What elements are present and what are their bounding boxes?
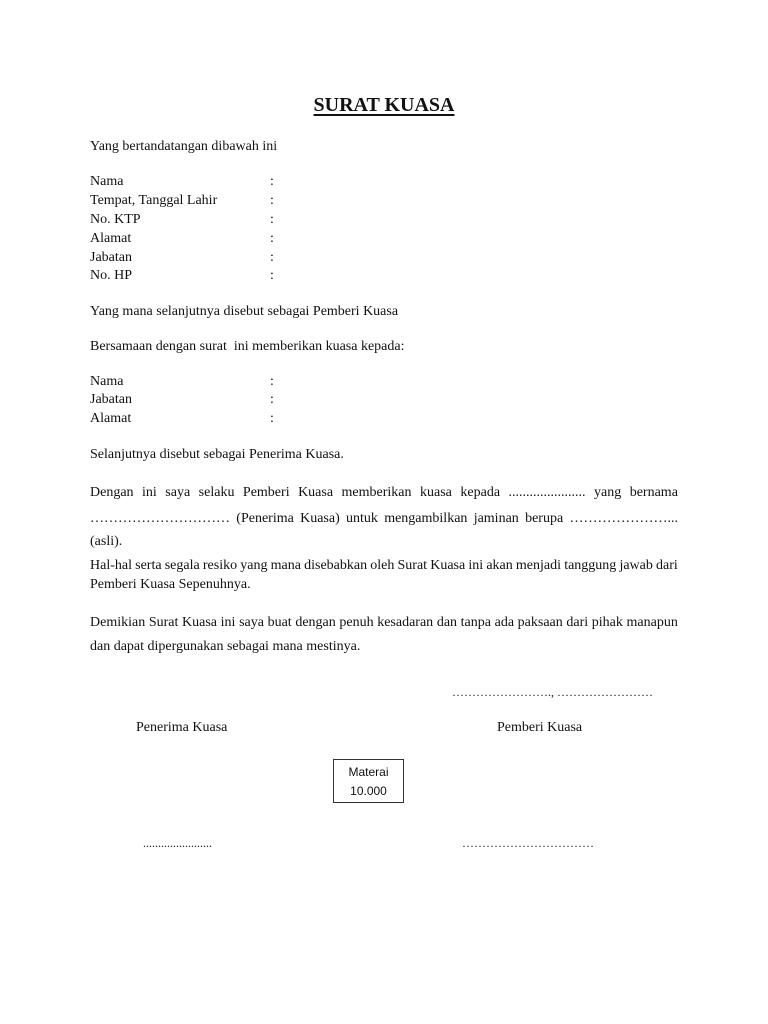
word: Surat [397, 558, 428, 573]
word: akan [486, 558, 513, 573]
word: kepada [460, 485, 501, 500]
word: yang [240, 558, 268, 573]
word: untuk [346, 511, 378, 526]
word: Kuasa) [300, 511, 340, 526]
word: mengambilkan [384, 511, 468, 526]
word: menjadi [515, 558, 562, 573]
word: berupa [525, 511, 564, 526]
place-date-line: ……………………., …………………… [452, 685, 653, 699]
word: dari [566, 615, 589, 630]
word: …………………... [569, 511, 678, 526]
field-label: Jabatan [90, 392, 132, 407]
word: ...................... [508, 485, 586, 500]
word: kesadaran [377, 615, 434, 630]
word: serta [135, 558, 162, 573]
word: selaku [198, 485, 235, 500]
stamp-line1: Materai [348, 765, 389, 779]
field-label: Tempat, Tanggal Lahir [90, 193, 218, 208]
field-label: Alamat [90, 231, 132, 246]
word: Surat [148, 615, 179, 630]
word: saya [165, 485, 191, 500]
word: ini [142, 485, 157, 500]
word: ada [494, 615, 515, 630]
word: manapun [626, 615, 678, 630]
grantee-statement: Selanjutnya disebut sebagai Penerima Kuasa. [90, 447, 344, 462]
para2-line2: Pemberi Kuasa Sepenuhnya. [90, 577, 251, 592]
word: tanggung [564, 558, 617, 573]
grantor-statement: Yang mana selanjutnya disebut sebagai Pemberi Kuasa [90, 304, 399, 319]
receiver-label: Penerima Kuasa [136, 720, 228, 735]
word: dan [436, 615, 458, 630]
receiver-signature-line: ....................... [143, 836, 212, 850]
word: ………………………… [90, 511, 230, 526]
word: Hal-hal [90, 558, 132, 573]
para3-line1 [90, 614, 678, 632]
word: resiko [202, 558, 238, 573]
field-colon: : [270, 231, 274, 246]
word: penuh [339, 615, 374, 630]
word: (Penerima [236, 511, 294, 526]
word: paksaan [517, 615, 563, 630]
field-colon: : [270, 212, 274, 227]
field-label: No. KTP [90, 212, 141, 227]
word: dari [656, 558, 678, 573]
field-label: Alamat [90, 411, 132, 426]
word: disebabkan [304, 558, 368, 573]
materai-stamp-box [333, 759, 404, 803]
word: jawab [619, 558, 653, 573]
giver-signature-line: …………………………… [462, 836, 594, 850]
field-label: Jabatan [90, 250, 132, 265]
word: dengan [295, 615, 336, 630]
field-colon: : [270, 374, 274, 389]
word: Dengan [90, 485, 134, 500]
field-colon: : [270, 392, 274, 407]
intro-text: Yang bertandatangan dibawah ini [90, 139, 278, 154]
para3-line2: dan dapat dipergunakan sebagai mana mestinya. [90, 639, 361, 654]
field-colon: : [270, 411, 274, 426]
para2-line1 [90, 557, 678, 575]
document-title: SURAT KUASA [313, 94, 455, 116]
word: bernama [629, 485, 678, 500]
field-colon: : [270, 268, 274, 283]
field-label: No. HP [90, 268, 133, 283]
stamp-line2: 10.000 [350, 784, 387, 798]
word: segala [164, 558, 200, 573]
word: ini [220, 615, 236, 630]
word: Kuasa [182, 615, 218, 630]
word: ini [468, 558, 484, 573]
field-colon: : [270, 250, 274, 265]
para1-line3: (asli). [90, 534, 123, 549]
word: Kuasa [298, 485, 334, 500]
word: kuasa [420, 485, 452, 500]
word: oleh [370, 558, 395, 573]
para1-line2 [90, 510, 678, 528]
word: memberikan [341, 485, 412, 500]
word: pihak [591, 615, 623, 630]
word: mana [270, 558, 301, 573]
field-colon: : [270, 174, 274, 189]
grant-statement: Bersamaan dengan surat ini memberikan kuasa kepada: [90, 339, 405, 354]
word: jaminan [473, 511, 519, 526]
field-label: Nama [90, 174, 124, 189]
word: tanpa [460, 615, 491, 630]
word: Pemberi [242, 485, 290, 500]
giver-label: Pemberi Kuasa [497, 720, 583, 735]
word: yang [594, 485, 622, 500]
field-label: Nama [90, 374, 124, 389]
field-colon: : [270, 193, 274, 208]
word: Demikian [90, 615, 146, 630]
para1-line1 [90, 484, 678, 502]
word: saya [239, 615, 264, 630]
word: buat [267, 615, 292, 630]
word: Kuasa [430, 558, 466, 573]
